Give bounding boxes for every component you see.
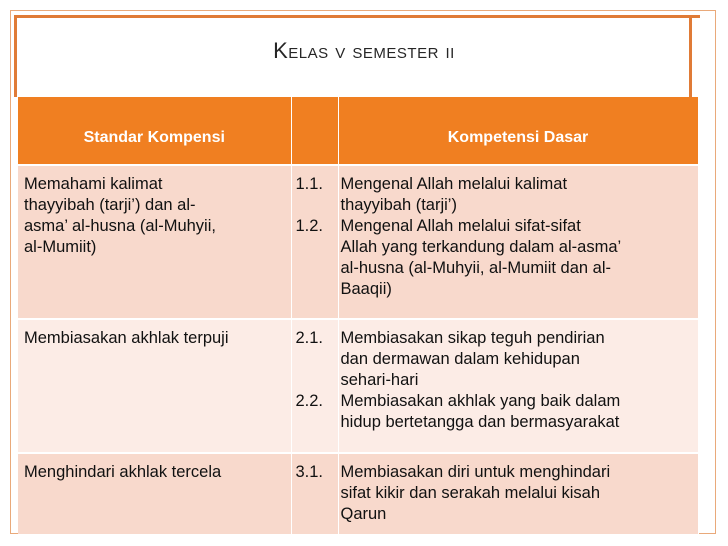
kd-line: Baaqii)	[340, 280, 392, 298]
kd-number-cell	[291, 319, 338, 453]
kd-line: sehari-hari	[340, 371, 419, 389]
slide-title: Kelas v semester ii	[273, 38, 455, 63]
kd-line: Membiasakan diri untuk menghindari	[340, 463, 611, 481]
standar-cell	[18, 453, 291, 534]
kd-number: 2.2.	[295, 392, 324, 410]
kd-number: 3.1.	[295, 463, 324, 481]
table-row	[18, 453, 698, 534]
standar-line: asma’ al-husna (al-Muhyii,	[24, 217, 216, 235]
standar-cell	[18, 165, 291, 319]
kd-line: dan dermawan dalam kehidupan	[340, 350, 580, 368]
header-kompetensi: Kompetensi Dasar	[338, 97, 698, 165]
table-row	[18, 165, 698, 319]
table-row	[18, 319, 698, 453]
standar-cell	[18, 319, 291, 453]
kd-number: 1.2.	[295, 217, 324, 235]
kd-line: Qarun	[340, 505, 387, 523]
header-standar: Standar Kompensi	[18, 97, 291, 165]
kd-number-cell	[291, 453, 338, 534]
top-accent-rule	[14, 15, 700, 18]
kd-text-cell	[338, 453, 698, 534]
kd-number-cell	[291, 165, 338, 319]
standar-line: Menghindari akhlak tercela	[24, 463, 222, 481]
kd-line: sifat kikir dan serakah melalui kisah	[340, 484, 601, 502]
kd-number: 1.1.	[295, 175, 324, 193]
kd-line: Mengenal Allah melalui kalimat	[340, 175, 568, 193]
kd-text-cell	[338, 165, 698, 319]
kd-line: Membiasakan akhlak yang baik dalam	[340, 392, 621, 410]
kd-line: al-husna (al-Muhyii, al-Mumiit dan al-	[340, 259, 612, 277]
standar-line: Memahami kalimat	[24, 175, 163, 193]
kd-text-cell	[338, 319, 698, 453]
kd-line: thayyibah (tarji’)	[340, 196, 457, 214]
kd-line: Mengenal Allah melalui sifat-sifat	[340, 217, 581, 235]
kd-line: Allah yang terkandung dalam al-asma’	[340, 238, 622, 256]
standar-line: thayyibah (tarji’) dan al-	[24, 196, 196, 214]
competency-table	[18, 97, 699, 534]
header-number	[291, 97, 338, 165]
standar-line: Membiasakan akhlak terpuji	[24, 329, 229, 347]
standar-line: al-Mumiit)	[24, 238, 97, 256]
kd-number: 2.1.	[295, 329, 324, 347]
kd-line: hidup bertetangga dan bermasyarakat	[340, 413, 620, 431]
table-header-row	[18, 97, 698, 165]
kd-line: Membiasakan sikap teguh pendirian	[340, 329, 605, 347]
